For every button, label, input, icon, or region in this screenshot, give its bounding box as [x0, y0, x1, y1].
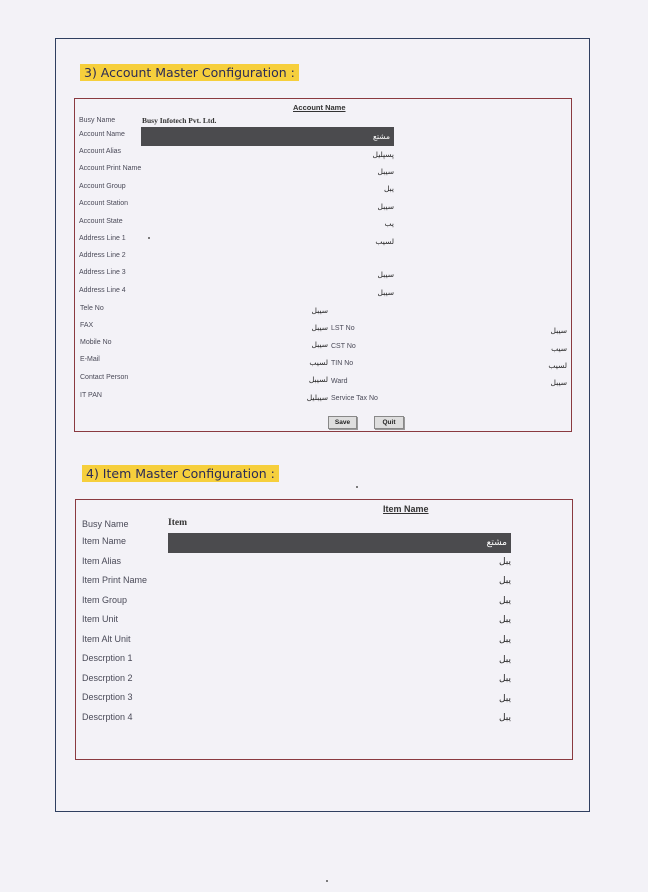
account-section-heading: 3) Account Master Configuration : — [80, 64, 299, 81]
account-state-label: Account State — [79, 218, 123, 225]
account-print-name-label: Account Print Name — [79, 165, 142, 172]
description-1-value: یبل — [498, 655, 511, 665]
mobile-no-value: سیبل — [311, 340, 328, 349]
account-alias-value: پسپلیل — [372, 150, 394, 159]
fax-label: FAX — [80, 322, 94, 329]
address-line-1-value: لسیب — [375, 237, 394, 246]
account-name-field[interactable] — [141, 127, 394, 146]
lst-no-label: LST No — [331, 325, 355, 332]
item-group-value: یبل — [498, 596, 511, 606]
item-alias-label: Item Alias — [82, 556, 122, 566]
item-unit-value: یبل — [498, 615, 511, 625]
scan-speck — [148, 237, 150, 239]
description-2-value: یبل — [498, 674, 511, 684]
save-button[interactable]: Save — [328, 416, 357, 429]
item-alt-unit-label: Item Alt Unit — [82, 634, 131, 644]
address-line-4-value: سیبل — [377, 288, 394, 297]
scan-speck — [356, 486, 358, 488]
item-print-name-value: یبل — [498, 576, 511, 586]
email-label: E-Mail — [80, 356, 100, 363]
item-alias-value: یبل — [498, 557, 511, 567]
busy-name-label: Busy Name — [79, 117, 116, 124]
lst-no-value: سیبل — [550, 326, 567, 335]
description-4-label: Descrption 4 — [82, 712, 133, 722]
address-line-4-label: Address Line 4 — [79, 287, 126, 294]
address-line-2-label: Address Line 2 — [79, 252, 126, 259]
account-form-title: Account Name — [293, 103, 346, 112]
account-print-name-value: سیبل — [377, 167, 394, 176]
description-3-label: Descrption 3 — [82, 692, 133, 702]
busy-name-value: Busy Infotech Pvt. Ltd. — [142, 116, 217, 125]
item-name-value: مشتع — [486, 538, 507, 548]
account-station-label: Account Station — [79, 200, 129, 207]
item-name-field[interactable] — [168, 533, 511, 553]
account-station-value: سیبل — [377, 202, 394, 211]
address-line-1-label: Address Line 1 — [79, 235, 126, 242]
item-group-label: Item Group — [82, 595, 128, 605]
account-group-label: Account Group — [79, 183, 126, 190]
tele-no-label: Tele No — [80, 305, 104, 312]
account-group-value: یبل — [383, 184, 394, 193]
cst-no-label: CST No — [331, 343, 356, 350]
item-section-heading: 4) Item Master Configuration : — [82, 465, 279, 482]
address-line-3-value: سیبل — [377, 270, 394, 279]
account-name-value: مشتع — [373, 132, 390, 141]
cst-no-value: سیب — [551, 344, 567, 353]
account-alias-label: Account Alias — [79, 148, 122, 155]
it-pan-label: IT PAN — [80, 392, 102, 399]
item-form-title: Item Name — [383, 504, 429, 514]
account-name-label: Account Name — [79, 131, 125, 138]
description-2-label: Descrption 2 — [82, 673, 133, 683]
description-1-label: Descrption 1 — [82, 653, 133, 663]
it-pan-value: سیبلیل — [306, 393, 328, 402]
tin-no-value: لسیب — [548, 361, 567, 370]
item-unit-label: Item Unit — [82, 614, 119, 624]
item-busy-name-label: Busy Name — [82, 519, 129, 529]
contact-person-label: Contact Person — [80, 374, 129, 381]
fax-value: سیبل — [311, 323, 328, 332]
quit-button[interactable]: Quit — [374, 416, 404, 429]
ward-label: Ward — [331, 378, 348, 385]
account-state-value: یب — [384, 219, 394, 228]
item-print-name-label: Item Print Name — [82, 575, 148, 585]
item-busy-name-value: Item — [168, 518, 187, 528]
ward-value: سیبل — [550, 378, 567, 387]
description-3-value: یبل — [498, 694, 511, 704]
item-alt-unit-value: یبل — [498, 635, 511, 645]
mobile-no-label: Mobile No — [80, 339, 112, 346]
address-line-3-label: Address Line 3 — [79, 269, 126, 276]
item-name-label: Item Name — [82, 536, 127, 546]
email-value: لسیب — [309, 358, 328, 367]
description-4-value: یبل — [498, 713, 511, 723]
tele-no-value: سیبل — [311, 306, 328, 315]
service-tax-no-label: Service Tax No — [331, 395, 378, 402]
scan-speck — [326, 880, 328, 882]
contact-person-value: لسیبل — [308, 375, 328, 384]
tin-no-label: TIN No — [331, 360, 354, 367]
